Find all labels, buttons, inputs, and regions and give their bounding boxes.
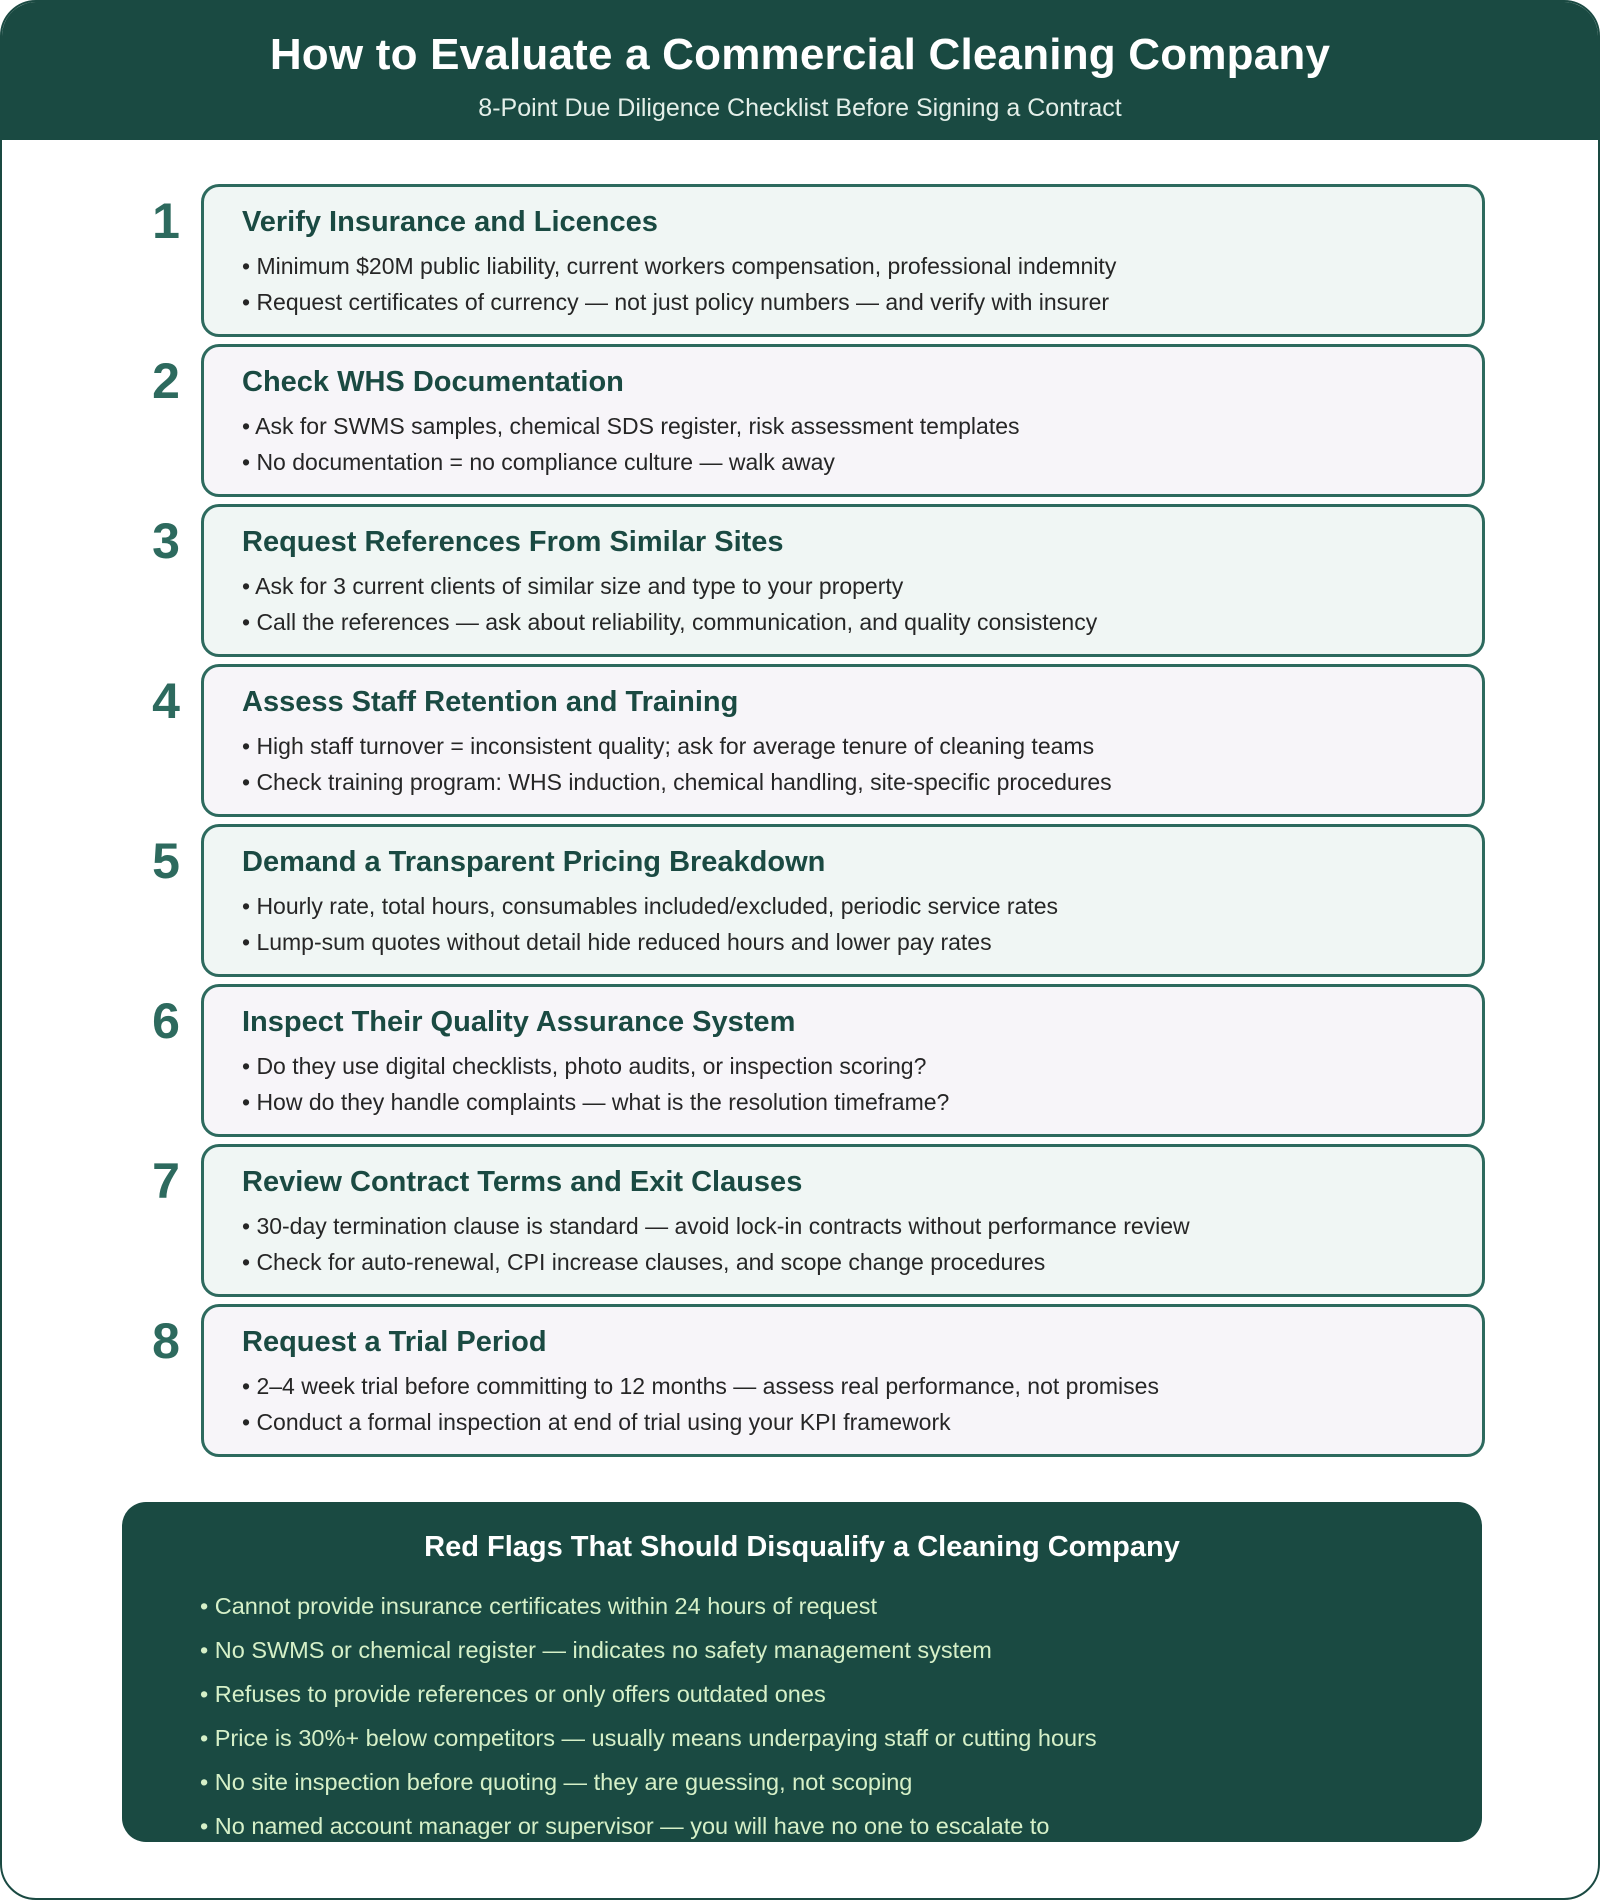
step-bullet: • 30-day termination clause is standard — avoid lock-in contracts without performance review [242, 1213, 1190, 1239]
step-number: 7 [152, 1153, 180, 1209]
step-number: 1 [152, 193, 180, 249]
step-bullet: • Check for auto-renewal, CPI increase clauses, and scope change procedures [242, 1249, 1046, 1275]
step-title: Demand a Transparent Pricing Breakdown [242, 846, 826, 878]
step-card [201, 664, 1485, 817]
red-flags-panel [122, 1502, 1482, 1842]
step-number: 5 [152, 833, 180, 889]
step-number: 4 [152, 673, 180, 729]
checklist-step-2 [2, 344, 1598, 496]
step-bullet: • Ask for SWMS samples, chemical SDS register, risk assessment templates [242, 413, 1020, 439]
step-title: Review Contract Terms and Exit Clauses [242, 1166, 803, 1198]
step-card [201, 504, 1485, 657]
step-bullet: • Lump-sum quotes without detail hide reduced hours and lower pay rates [242, 929, 992, 955]
checklist-step-3 [2, 504, 1598, 656]
page-title: How to Evaluate a Commercial Cleaning Company [269, 30, 1331, 79]
step-bullet: • How do they handle complaints — what is the resolution timeframe? [242, 1089, 950, 1115]
step-number: 2 [152, 353, 180, 409]
step-bullet: • 2–4 week trial before committing to 12 months — assess real performance, not promises [242, 1373, 1159, 1399]
step-number: 6 [152, 993, 180, 1049]
step-bullet: • Hourly rate, total hours, consumables included/excluded, periodic service rates [242, 893, 1059, 919]
step-bullet: • Call the references — ask about reliability, communication, and quality consistency [242, 609, 1098, 635]
step-card [201, 344, 1485, 497]
step-title: Request a Trial Period [242, 1326, 547, 1358]
red-flag-item: • No site inspection before quoting — they are guessing, not scoping [200, 1769, 913, 1795]
step-bullet: • Request certificates of currency — not just policy numbers — and verify with insurer [242, 289, 1110, 315]
step-card [201, 184, 1485, 337]
checklist-step-8 [2, 1304, 1598, 1456]
step-title: Inspect Their Quality Assurance System [242, 1006, 796, 1038]
step-bullet: • High staff turnover = inconsistent quality; ask for average tenure of cleaning teams [242, 733, 1095, 759]
checklist-step-4 [2, 664, 1598, 816]
step-bullet: • Do they use digital checklists, photo audits, or inspection scoring? [242, 1053, 927, 1079]
step-bullet: • Check training program: WHS induction, chemical handling, site-specific procedures [242, 769, 1112, 795]
step-title: Assess Staff Retention and Training [242, 686, 739, 718]
step-card [201, 1304, 1485, 1457]
step-number: 3 [152, 513, 180, 569]
red-flag-item: • No named account manager or supervisor — you will have no one to escalate to [200, 1813, 1050, 1839]
step-title: Request References From Similar Sites [242, 526, 784, 558]
red-flag-item: • No SWMS or chemical register — indicates no safety management system [200, 1637, 992, 1663]
step-number: 8 [152, 1313, 180, 1369]
checklist-step-6 [2, 984, 1598, 1136]
red-flag-item: • Refuses to provide references or only offers outdated ones [200, 1681, 826, 1707]
step-title: Check WHS Documentation [242, 366, 624, 398]
step-card [201, 824, 1485, 977]
step-bullet: • Minimum $20M public liability, current workers compensation, professional indemnity [242, 253, 1117, 279]
step-bullet: • No documentation = no compliance culture — walk away [242, 449, 835, 475]
red-flags-title: Red Flags That Should Disqualify a Cleaning Company [424, 1531, 1180, 1563]
checklist-step-7 [2, 1144, 1598, 1296]
page-subtitle: 8-Point Due Diligence Checklist Before Signing a Contract [478, 94, 1122, 122]
step-card [201, 984, 1485, 1137]
checklist-step-5 [2, 824, 1598, 976]
step-title: Verify Insurance and Licences [242, 206, 658, 238]
step-card [201, 1144, 1485, 1297]
step-bullet: • Ask for 3 current clients of similar size and type to your property [242, 573, 904, 599]
red-flag-item: • Cannot provide insurance certificates within 24 hours of request [200, 1593, 878, 1619]
page-header [2, 2, 1598, 140]
step-bullet: • Conduct a formal inspection at end of trial using your KPI framework [242, 1409, 951, 1435]
red-flag-item: • Price is 30%+ below competitors — usually means underpaying staff or cutting hours [200, 1725, 1097, 1751]
checklist-step-1 [2, 184, 1598, 336]
